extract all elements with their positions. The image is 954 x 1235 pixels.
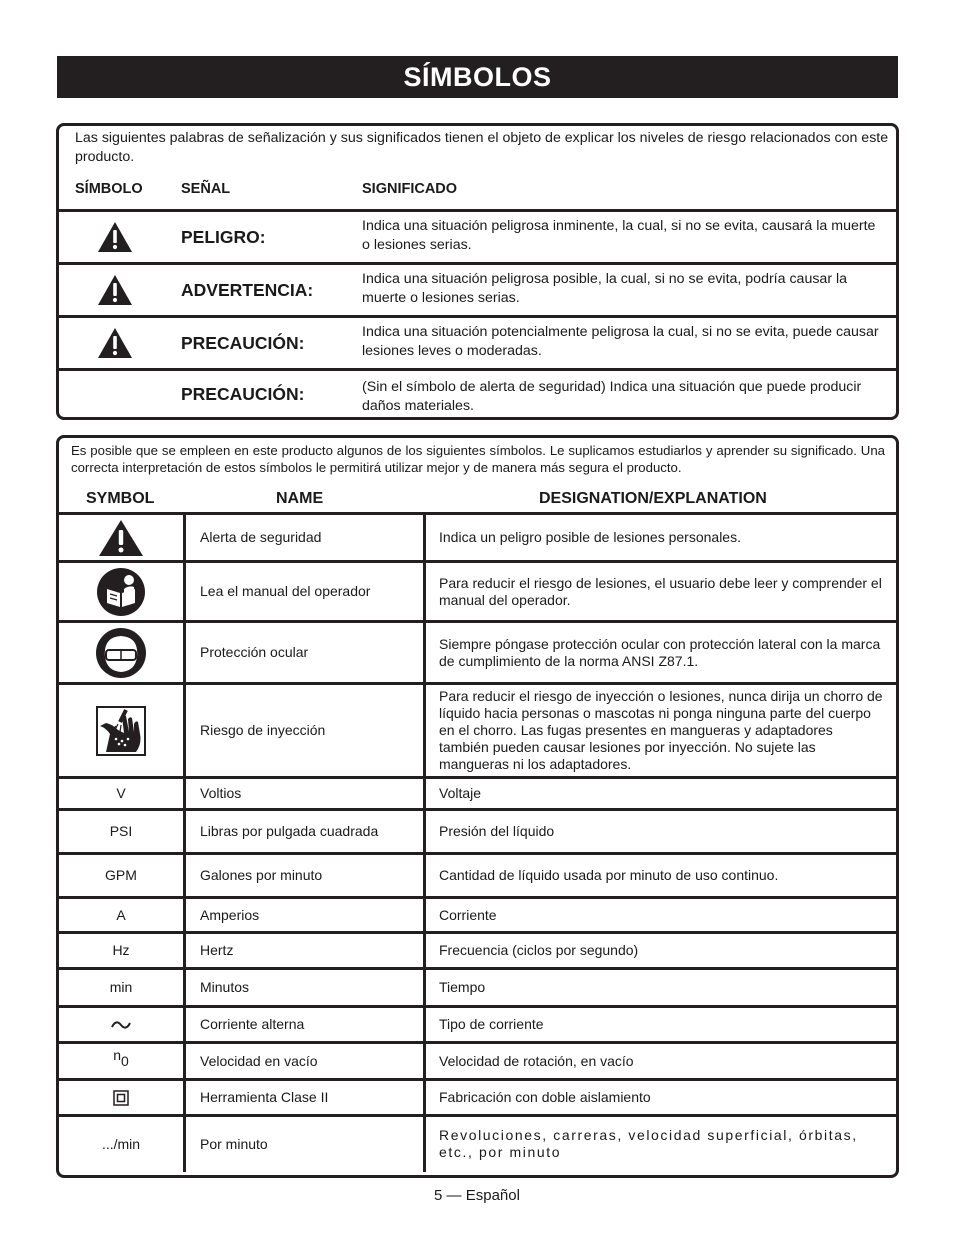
symbol-designation: Para reducir el riesgo de lesiones, el usuario debe leer y comprender el manual del operador. xyxy=(425,562,897,622)
symbol-name: Corriente alterna xyxy=(185,1007,425,1043)
symbol-designation: Corriente xyxy=(425,898,897,933)
symbols-intro: Es posible que se empleen en este producto algunos de los siguientes símbolos. Le suplicamos estudiarlos y aprender su significado. Una correcta interpretación de estos símbolos le permitirá utilizar mejor y de manera más segura el producto. xyxy=(71,443,885,475)
table-row xyxy=(59,778,896,810)
injection-risk-icon xyxy=(59,706,183,756)
symbol-cell xyxy=(59,514,185,562)
signal-word: PRECAUCIÓN: xyxy=(181,384,305,404)
table-row xyxy=(59,562,896,622)
page-footer: 5 — Español xyxy=(434,1187,520,1204)
symbol-cell: Hz xyxy=(59,933,185,969)
warning-triangle-icon xyxy=(97,221,133,253)
symbol-designation: Presión del líquido xyxy=(425,810,897,854)
safety-alert-icon xyxy=(59,519,183,557)
symbol-cell: GPM xyxy=(59,854,185,898)
table-row xyxy=(59,810,896,854)
symbol-name: Herramienta Clase II xyxy=(185,1080,425,1116)
symbol-designation: Para reducir el riesgo de inyección o lesiones, nunca dirija un chorro de líquido hacia personas o mascotas ni ponga ninguna parte del cuerpo en el chorro. Las fugas presentes en mangueras y adaptadores también pueden causar lesiones por inyección. No sujete las mangueras ni los adaptadores. xyxy=(425,684,897,778)
symbol-name: Alerta de seguridad xyxy=(185,514,425,562)
signal-row xyxy=(59,209,896,262)
symbol-name: Protección ocular xyxy=(185,622,425,684)
symbols-header-symbol: SYMBOL xyxy=(86,490,155,507)
symbols-table xyxy=(59,512,896,1172)
symbol-designation: Frecuencia (ciclos por segundo) xyxy=(425,933,897,969)
signal-word: PRECAUCIÓN: xyxy=(181,333,305,353)
signal-meaning: Indica una situación peligrosa posible, la cual, si no se evita, podría causar la muerte o lesiones serias. xyxy=(362,271,848,306)
alternating-current-icon xyxy=(59,1018,183,1032)
signal-row xyxy=(59,262,896,315)
table-row xyxy=(59,854,896,898)
symbol-designation: Siempre póngase protección ocular con protección lateral con la marca de cumplimiento de la norma ANSI Z87.1. xyxy=(425,622,897,684)
class-ii-tool-icon xyxy=(59,1090,183,1106)
signal-row xyxy=(59,368,896,420)
signal-intro: Las siguientes palabras de señalización y sus significados tienen el objeto de explicar los niveles de riesgo relacionados con este producto. xyxy=(75,130,889,165)
symbol-designation: Tipo de corriente xyxy=(425,1007,897,1043)
signal-words-panel xyxy=(56,123,899,420)
symbol-cell xyxy=(59,1007,185,1043)
symbol-cell: min xyxy=(59,969,185,1007)
symbol-cell xyxy=(59,622,185,684)
table-row xyxy=(59,1080,896,1116)
symbol-cell xyxy=(59,1043,185,1080)
signal-meaning: (Sin el símbolo de alerta de seguridad) Indica una situación que puede producir daños materiales. xyxy=(362,379,862,414)
symbol-name: Galones por minuto xyxy=(185,854,425,898)
no-load-speed-symbol: n xyxy=(113,1046,121,1063)
signal-header-meaning: SIGNIFICADO xyxy=(362,181,458,197)
warning-triangle-icon xyxy=(97,327,133,359)
symbol-cell: .../min xyxy=(59,1116,185,1172)
symbol-name: Minutos xyxy=(185,969,425,1007)
symbol-cell: V xyxy=(59,778,185,810)
no-load-speed-subscript: 0 xyxy=(121,1052,129,1069)
symbols-header-designation: DESIGNATION/EXPLANATION xyxy=(539,490,767,507)
symbol-name: Velocidad en vacío xyxy=(185,1043,425,1080)
signal-word: ADVERTENCIA: xyxy=(181,280,314,300)
symbol-cell: PSI xyxy=(59,810,185,854)
symbol-designation: Revoluciones, carreras, velocidad superficial, órbitas, etc., por minuto xyxy=(425,1116,897,1172)
table-row xyxy=(59,684,896,778)
table-row xyxy=(59,898,896,933)
symbol-designation: Velocidad de rotación, en vacío xyxy=(425,1043,897,1080)
read-manual-icon xyxy=(59,567,183,617)
symbols-panel xyxy=(56,435,899,1178)
symbol-name: Voltios xyxy=(185,778,425,810)
signal-meaning: Indica una situación peligrosa inminente, la cual, si no se evita, causará la muerte o lesiones serias. xyxy=(362,218,876,253)
table-row xyxy=(59,1007,896,1043)
symbol-cell xyxy=(59,562,185,622)
symbol-name: Libras por pulgada cuadrada xyxy=(185,810,425,854)
signal-header-symbol: SÍMBOLO xyxy=(75,181,143,197)
table-row xyxy=(59,622,896,684)
symbol-designation: Fabricación con doble aislamiento xyxy=(425,1080,897,1116)
symbol-designation: Voltaje xyxy=(425,778,897,810)
symbol-cell: A xyxy=(59,898,185,933)
table-row xyxy=(59,933,896,969)
symbols-header-name: NAME xyxy=(276,490,324,507)
page-title: SÍMBOLOS xyxy=(57,56,898,98)
symbol-designation: Indica un peligro posible de lesiones personales. xyxy=(425,514,897,562)
warning-triangle-icon xyxy=(97,274,133,306)
signal-row xyxy=(59,315,896,368)
eye-protection-icon xyxy=(59,627,183,679)
table-row xyxy=(59,969,896,1007)
symbol-designation: Tiempo xyxy=(425,969,897,1007)
table-row xyxy=(59,1043,896,1080)
symbol-name: Lea el manual del operador xyxy=(185,562,425,622)
symbol-designation: Cantidad de líquido usada por minuto de uso continuo. xyxy=(425,854,897,898)
signal-meaning: Indica una situación potencialmente peligrosa la cual, si no se evita, puede causar lesiones leves o moderadas. xyxy=(362,324,879,359)
signal-header-signal: SEÑAL xyxy=(181,181,231,197)
symbol-cell xyxy=(59,684,185,778)
signal-word: PELIGRO: xyxy=(181,227,266,247)
symbol-name: Hertz xyxy=(185,933,425,969)
table-row xyxy=(59,1116,896,1172)
symbol-name: Riesgo de inyección xyxy=(185,684,425,778)
symbol-cell xyxy=(59,1080,185,1116)
symbol-name: Amperios xyxy=(185,898,425,933)
table-row xyxy=(59,514,896,562)
symbol-name: Por minuto xyxy=(185,1116,425,1172)
